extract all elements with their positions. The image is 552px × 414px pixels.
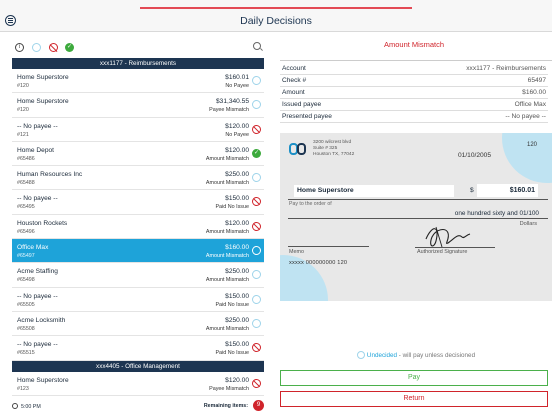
divider xyxy=(288,199,548,200)
item-status: Paid No Issue xyxy=(215,350,249,357)
item-payee: -- No payee -- xyxy=(17,341,58,349)
item-status: Payee Mismatch xyxy=(209,107,249,114)
item-amount: $120.00 xyxy=(225,376,249,384)
item-status: No Payee xyxy=(225,131,249,138)
item-check-number: #65498 xyxy=(17,277,35,284)
field-presented-payee xyxy=(280,111,548,123)
pay-check-icon[interactable]: ✓ xyxy=(253,149,260,156)
decision-list-item[interactable] xyxy=(12,69,264,93)
decision-list-item[interactable] xyxy=(12,288,264,312)
return-button[interactable]: Return xyxy=(280,391,548,407)
item-payee: Acme Locksmith xyxy=(17,316,66,324)
item-amount: $250.00 xyxy=(225,316,249,324)
undecided-label: Undecided xyxy=(366,352,398,359)
item-amount: $250.00 xyxy=(225,268,249,276)
item-check-number: #65505 xyxy=(17,301,35,308)
decision-list-item[interactable] xyxy=(12,166,264,190)
remaining-label: Remaining items: xyxy=(203,403,248,409)
item-payee: -- No payee -- xyxy=(17,122,58,130)
clock-icon xyxy=(12,403,18,409)
undecided-icon[interactable] xyxy=(252,100,261,109)
item-amount: $160.01 xyxy=(225,74,249,81)
decision-list-item[interactable] xyxy=(12,118,264,142)
item-check-number: #65508 xyxy=(17,325,35,332)
item-check-number: #121 xyxy=(17,131,29,138)
field-label: Issued payee xyxy=(282,101,322,108)
signature-label: Authorized Signature xyxy=(417,249,468,255)
item-payee: -- No payee -- xyxy=(17,292,58,300)
field-account xyxy=(280,63,548,75)
item-status: Amount Mismatch xyxy=(205,155,249,162)
check-payee: Home Superstore xyxy=(294,185,454,197)
field-value: Office Max xyxy=(514,101,546,108)
filter-undecided-icon[interactable] xyxy=(32,43,41,52)
list-footer xyxy=(12,399,264,413)
item-status: Payee Mismatch xyxy=(209,385,249,392)
decision-list-item[interactable] xyxy=(12,336,264,360)
item-status: Amount Mismatch xyxy=(205,228,249,235)
item-status: Amount Mismatch xyxy=(205,277,249,284)
decision-list-item[interactable] xyxy=(12,142,264,166)
header-accent-line xyxy=(140,7,412,9)
undecided-legend xyxy=(280,351,552,359)
item-amount: $120.00 xyxy=(225,122,249,130)
field-amount xyxy=(280,87,548,99)
field-label: Account xyxy=(282,65,306,72)
field-label: Amount xyxy=(282,89,305,96)
item-check-number: #65497 xyxy=(17,253,35,260)
item-check-number: #120 xyxy=(17,83,29,89)
check-image[interactable] xyxy=(280,133,552,301)
undecided-icon[interactable] xyxy=(252,76,261,85)
top-bar xyxy=(0,0,552,32)
micr-line: xxxxx 000000000 120 xyxy=(289,260,348,266)
field-label: Presented payee xyxy=(282,113,332,120)
detail-pane xyxy=(280,32,552,414)
decision-list[interactable] xyxy=(12,58,264,398)
remaining-count-badge: 9 xyxy=(253,400,264,411)
bank-logo xyxy=(289,141,309,159)
item-payee: Office Max xyxy=(17,244,49,252)
detail-title: Amount Mismatch xyxy=(383,40,445,49)
page-title: Daily Decisions xyxy=(240,15,312,27)
item-check-number: #123 xyxy=(17,385,29,392)
item-status: No Payee xyxy=(225,83,249,89)
item-check-number: #65496 xyxy=(17,228,35,235)
item-check-number: #120 xyxy=(17,107,29,114)
item-amount: $120.00 xyxy=(225,146,249,154)
undecided-icon xyxy=(357,351,365,359)
account-group-header: xxx1177 - Reimbursements xyxy=(12,58,264,69)
decision-list-item[interactable] xyxy=(12,239,264,263)
decision-list-item[interactable] xyxy=(12,263,264,287)
undecided-icon[interactable] xyxy=(252,246,261,255)
item-payee: Human Resources Inc xyxy=(17,171,83,179)
item-status: Paid No Issue xyxy=(215,301,249,308)
item-payee: -- No payee -- xyxy=(17,195,58,203)
divider xyxy=(288,246,369,247)
decision-list-item[interactable] xyxy=(12,190,264,214)
info-icon[interactable]: i xyxy=(15,43,24,52)
item-status: Amount Mismatch xyxy=(205,253,249,260)
item-check-number: #65488 xyxy=(17,180,35,187)
undecided-icon[interactable] xyxy=(252,319,261,328)
item-amount: $250.00 xyxy=(225,171,249,179)
item-amount: $150.00 xyxy=(225,341,249,349)
field-value: 65497 xyxy=(527,77,546,84)
filter-pay-icon[interactable]: ✓ xyxy=(66,44,73,50)
item-check-number: #65515 xyxy=(17,350,35,357)
undecided-icon[interactable] xyxy=(252,295,261,304)
pay-to-label: Pay to the order of xyxy=(289,201,332,207)
return-icon[interactable] xyxy=(252,197,261,206)
return-icon[interactable] xyxy=(252,343,261,352)
return-icon[interactable] xyxy=(252,222,261,231)
check-address xyxy=(313,140,354,158)
item-status: Amount Mismatch xyxy=(205,325,249,332)
undecided-icon[interactable] xyxy=(252,173,261,182)
currency-symbol: $ xyxy=(470,187,474,194)
item-payee: Home Superstore xyxy=(17,74,69,81)
filter-return-icon[interactable] xyxy=(49,43,58,52)
cutoff-time xyxy=(12,403,41,410)
search-icon[interactable] xyxy=(253,42,261,50)
item-payee: Home Depot xyxy=(17,146,55,154)
field-value: -- No payee -- xyxy=(505,113,546,120)
decision-list-item[interactable] xyxy=(12,372,264,396)
item-payee: Houston Rockets xyxy=(17,219,68,227)
address-line: Houston TX, 77042 xyxy=(313,152,355,157)
item-payee: Home Superstore xyxy=(17,376,69,384)
decision-list-item[interactable] xyxy=(12,93,264,117)
item-amount: $120.00 xyxy=(225,219,249,227)
undecided-icon[interactable] xyxy=(252,270,261,279)
item-payee: Home Superstore xyxy=(17,98,69,106)
memo-label: Memo xyxy=(289,249,304,255)
check-amount: $160.01 xyxy=(477,184,538,197)
item-check-number: #65486 xyxy=(17,155,35,162)
item-amount: $160.00 xyxy=(225,244,249,252)
return-icon[interactable] xyxy=(252,379,261,388)
filter-bar xyxy=(12,40,264,56)
item-amount: $150.00 xyxy=(225,195,249,203)
field-value: xxx1177 - Reimbursements xyxy=(466,65,546,72)
field-value: $160.00 xyxy=(522,89,546,96)
item-amount: $150.00 xyxy=(225,292,249,300)
item-status: Amount Mismatch xyxy=(205,180,249,187)
return-icon[interactable] xyxy=(252,125,261,134)
account-group-header: xxx4405 - Office Management xyxy=(12,361,264,372)
item-status: Paid No Issue xyxy=(215,204,249,211)
pay-button[interactable]: Pay xyxy=(280,370,548,386)
divider xyxy=(280,60,552,61)
divider xyxy=(415,247,495,248)
dollars-label: Dollars xyxy=(519,221,537,227)
address-line: 3200 wilcrest blvd xyxy=(313,140,352,145)
field-label: Check # xyxy=(282,77,307,84)
item-amount: $31,340.55 xyxy=(215,98,249,106)
item-check-number: #65495 xyxy=(17,204,35,211)
field-check-number xyxy=(280,75,548,87)
cutoff-time-text: 5:00 PM xyxy=(21,404,41,410)
item-payee: Acme Staffing xyxy=(17,268,58,276)
check-date: 01/10/2005 xyxy=(458,152,492,159)
undecided-description: - will pay unless decisioned xyxy=(397,352,476,359)
decision-list-item[interactable] xyxy=(12,215,264,239)
check-number: 120 xyxy=(526,142,537,148)
decision-list-item[interactable] xyxy=(12,312,264,336)
written-amount: one hundred sixty and 01/100 xyxy=(454,210,539,217)
check-decoration xyxy=(502,133,552,183)
field-issued-payee xyxy=(280,99,548,111)
address-line: Suite # 325 xyxy=(313,146,338,151)
divider xyxy=(288,218,548,219)
